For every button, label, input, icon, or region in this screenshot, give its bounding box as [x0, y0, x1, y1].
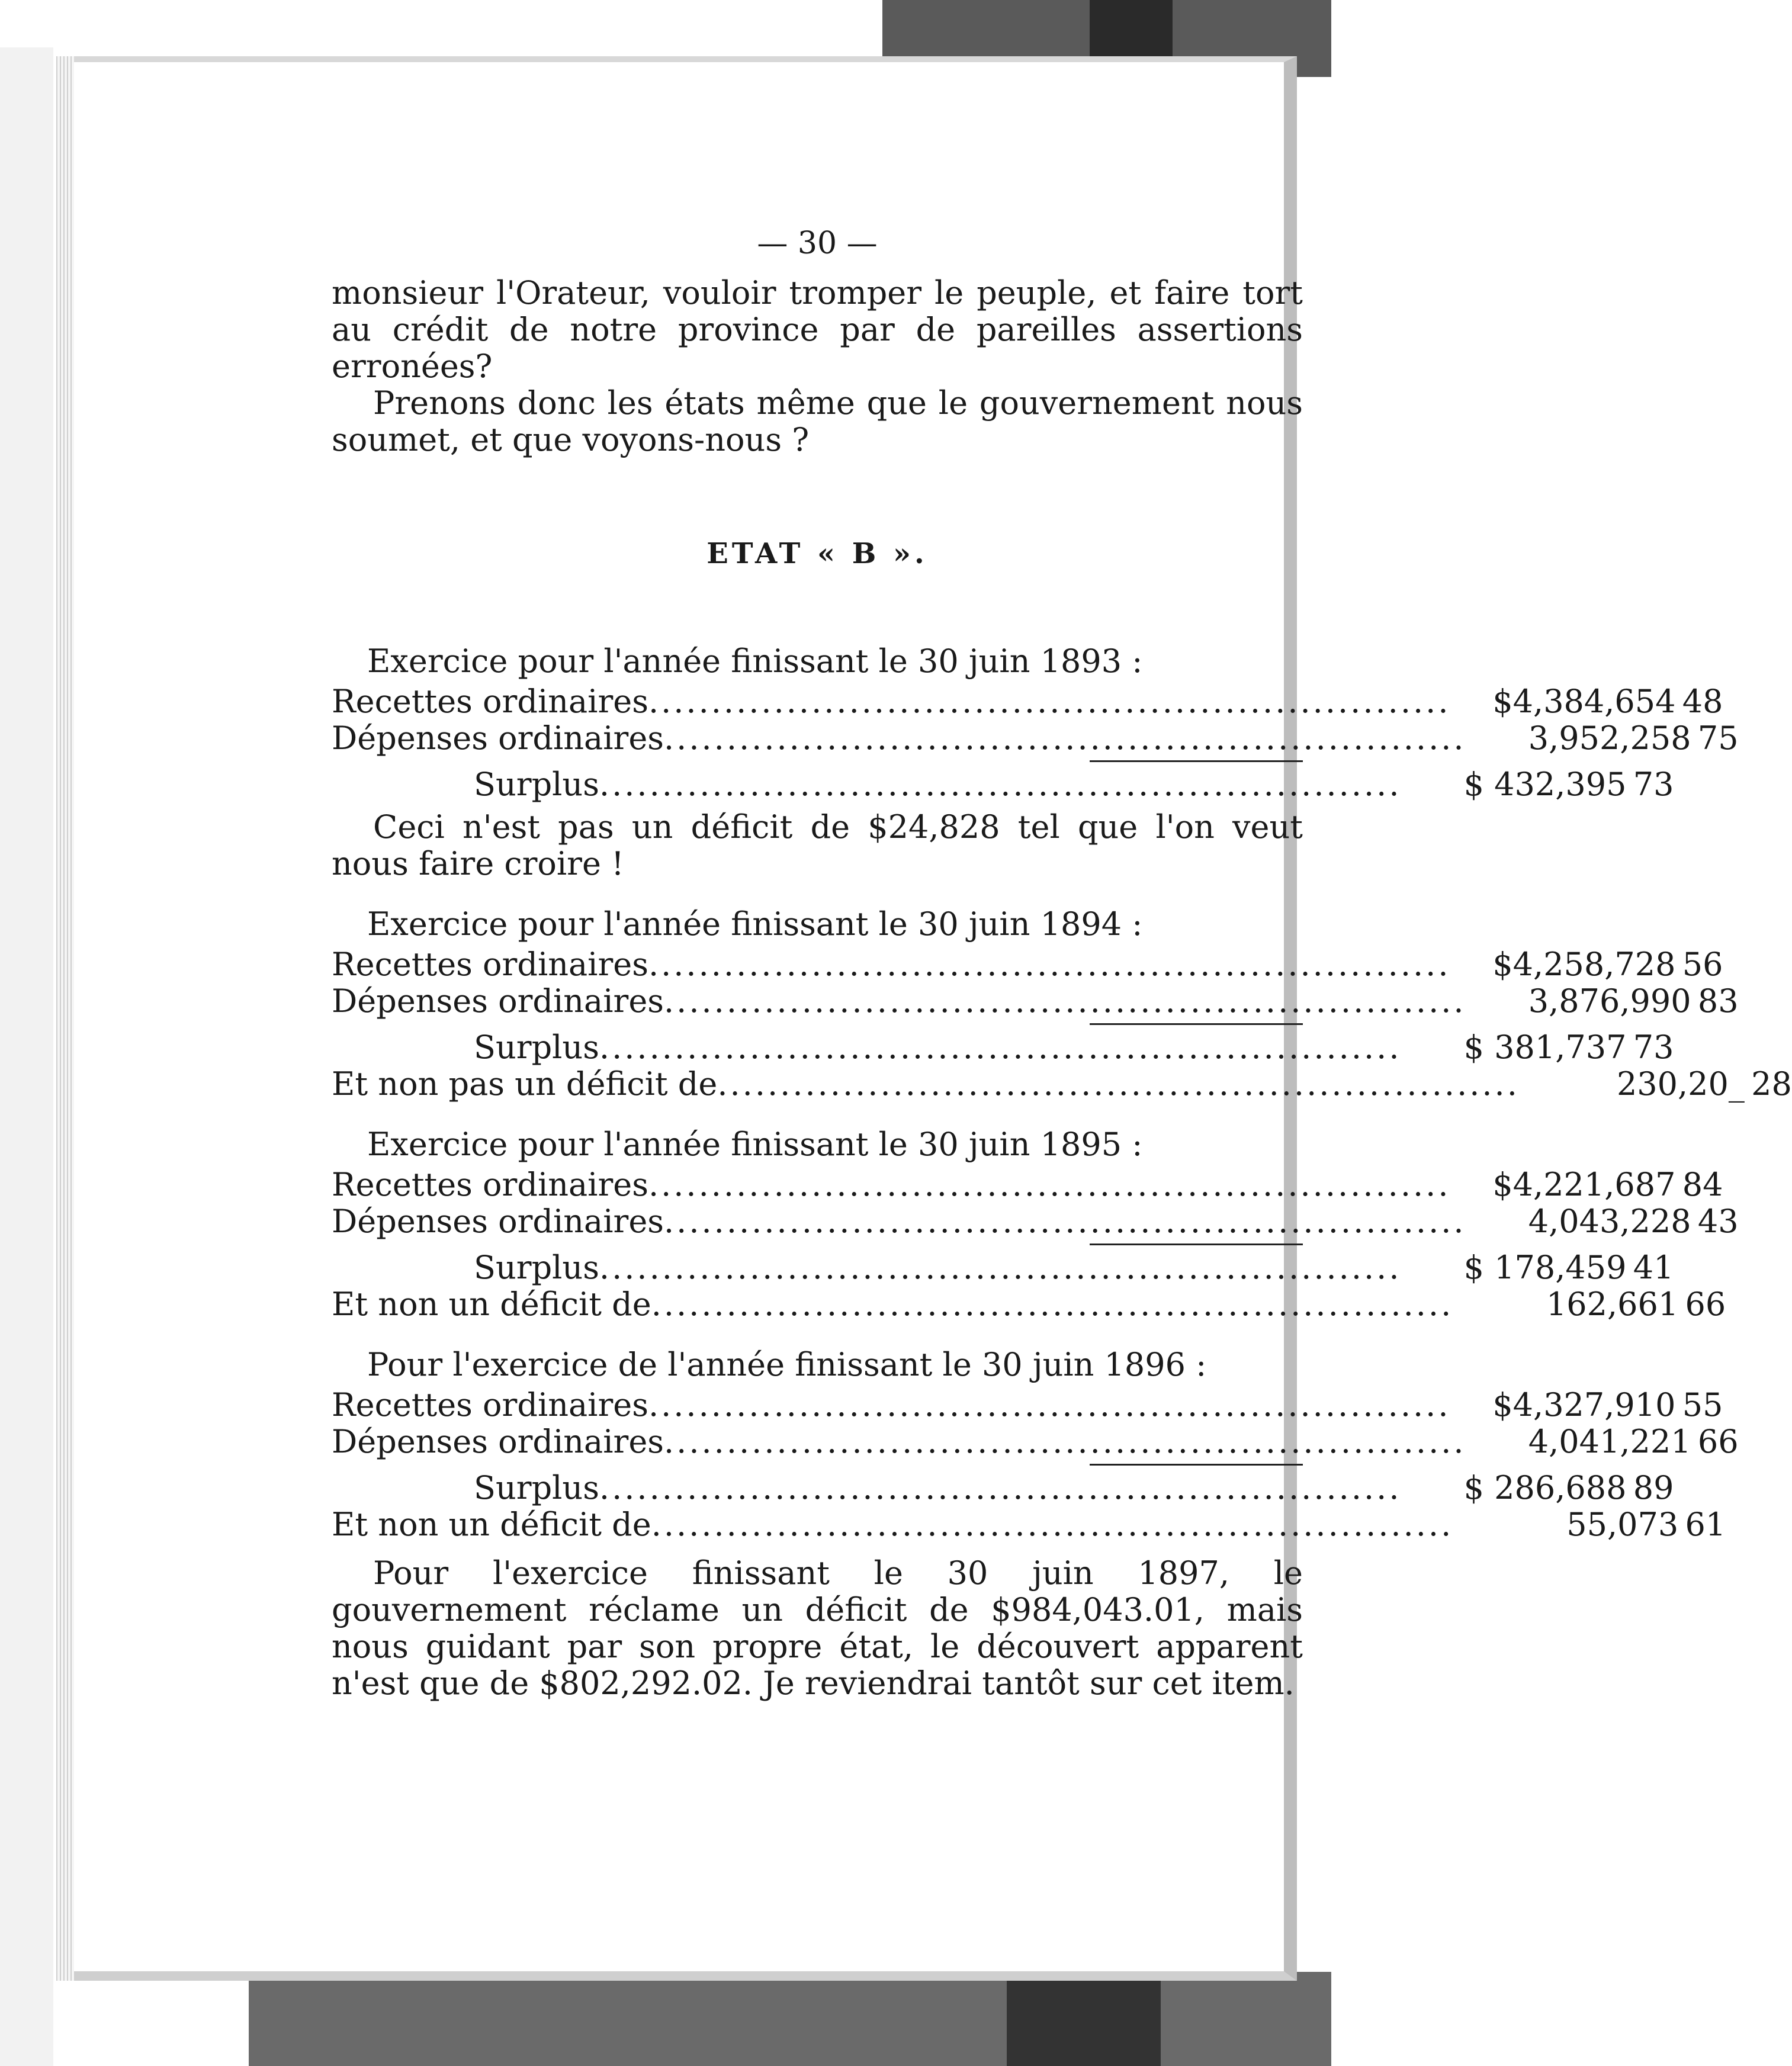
deficit-row	[332, 1506, 1726, 1543]
deficit-row	[332, 1286, 1726, 1323]
page-number: — 30 —	[757, 226, 878, 261]
receipts-cents: 55	[1682, 1386, 1723, 1424]
exercise-comment: Ceci n'est pas un déficit de $24,828 tel que l'on veut nous faire croire !	[332, 808, 1303, 882]
surplus-cents: 73	[1633, 766, 1674, 803]
surplus-label: Surplus	[474, 1469, 599, 1506]
leader-dots: ................................................................	[651, 1506, 1454, 1543]
deficit-row	[332, 1065, 1792, 1103]
receipts-label: Recettes ordinaires	[332, 1386, 648, 1424]
receipts-label: Recettes ordinaires	[332, 683, 648, 720]
surplus-amount: $ 432,395	[1463, 766, 1627, 803]
deficit-cents: 66	[1685, 1286, 1726, 1323]
exercise-1894	[332, 905, 1792, 1103]
leader-dots: ................................................................	[599, 1469, 1402, 1506]
expenses-label: Dépenses ordinaires	[332, 719, 664, 757]
surplus-cents: 73	[1633, 1029, 1674, 1066]
sum-rule	[332, 1020, 1303, 1029]
surplus-amount: $ 286,688	[1463, 1469, 1627, 1506]
expenses-amount: 3,876,990	[1528, 982, 1691, 1020]
deficit-amount: 55,073	[1566, 1506, 1679, 1543]
exercise-heading: Pour l'exercice de l'année finissant le 30 juin 1896 :	[367, 1346, 1207, 1383]
surplus-row	[332, 1029, 1674, 1066]
expenses-label: Dépenses ordinaires	[332, 1423, 664, 1460]
surplus-row	[332, 1469, 1674, 1506]
deficit-label: Et non un déficit de	[332, 1506, 651, 1543]
exercise-1896	[332, 1346, 1739, 1543]
leader-dots: ................................................................	[648, 946, 1451, 983]
intro-paragraph-2: Prenons donc les états même que le gouvernement nous soumet, et que voyons-nous ?	[332, 384, 1303, 458]
receipts-cents: 48	[1682, 683, 1723, 720]
intro-paragraph-1: monsieur l'Orateur, vouloir tromper le peuple, et faire tort au crédit de notre province par de pareilles assertions erronées?	[332, 274, 1303, 385]
exercise-heading: Exercice pour l'année finissant le 30 juin 1894 :	[367, 905, 1143, 943]
expenses-label: Dépenses ordinaires	[332, 982, 664, 1020]
deficit-label: Et non pas un déficit de	[332, 1065, 718, 1103]
receipts-cents: 84	[1682, 1166, 1723, 1203]
leader-dots: ................................................................	[648, 683, 1451, 720]
scan-background-left	[0, 0, 53, 2066]
sum-rule	[332, 757, 1303, 766]
expenses-amount: 3,952,258	[1528, 719, 1691, 757]
leader-dots: ................................................................	[717, 1065, 1520, 1103]
sum-rule	[332, 1460, 1303, 1470]
receipts-amount: $4,221,687	[1492, 1166, 1676, 1203]
page-text	[332, 225, 1792, 1702]
leader-dots: ................................................................	[664, 719, 1466, 757]
surplus-row	[332, 1249, 1674, 1286]
leader-dots: ................................................................	[599, 766, 1402, 803]
receipts-row	[332, 946, 1723, 983]
expenses-cents: 75	[1697, 719, 1739, 757]
leader-dots: ................................................................	[664, 1203, 1466, 1240]
surplus-cents: 89	[1633, 1469, 1674, 1506]
surplus-label: Surplus	[474, 1249, 599, 1286]
surplus-cents: 41	[1633, 1249, 1674, 1286]
surplus-row	[332, 766, 1674, 803]
expenses-cents: 43	[1697, 1203, 1739, 1240]
leader-dots: ................................................................	[664, 982, 1466, 1020]
leader-dots: ................................................................	[651, 1286, 1454, 1323]
receipts-amount: $4,384,654	[1492, 683, 1676, 720]
expenses-cents: 66	[1697, 1423, 1739, 1460]
closing-paragraph: Pour l'exercice finissant le 30 juin 1897, le gouvernement réclame un déficit de $984,043.01, mais nous guidant par son propre état, le découvert apparent n'est que de $802,292.02. Je reviendrai tantôt sur cet item.	[332, 1554, 1303, 1702]
exercise-heading: Exercice pour l'année finissant le 30 juin 1895 :	[367, 1126, 1143, 1163]
leader-dots: ................................................................	[648, 1166, 1451, 1203]
expenses-cents: 83	[1697, 982, 1739, 1020]
expenses-amount: 4,043,228	[1528, 1203, 1691, 1240]
receipts-label: Recettes ordinaires	[332, 1166, 648, 1203]
leader-dots: ................................................................	[599, 1249, 1402, 1286]
deficit-cents: 28	[1751, 1065, 1792, 1103]
expenses-amount: 4,041,221	[1528, 1423, 1691, 1460]
exercise-1893	[332, 642, 1739, 882]
book-clip-bottom	[1007, 1972, 1161, 2066]
expenses-row	[332, 719, 1739, 757]
receipts-row	[332, 1386, 1723, 1424]
leader-dots: ................................................................	[648, 1386, 1451, 1424]
deficit-label: Et non un déficit de	[332, 1286, 651, 1323]
sum-rule	[332, 1240, 1303, 1249]
leader-dots: ................................................................	[664, 1423, 1466, 1460]
receipts-amount: $4,327,910	[1492, 1386, 1676, 1424]
expenses-row	[332, 1203, 1739, 1240]
exercise-heading: Exercice pour l'année finissant le 30 juin 1893 :	[367, 642, 1143, 680]
receipts-row	[332, 683, 1723, 720]
surplus-amount: $ 381,737	[1463, 1029, 1627, 1066]
expenses-row	[332, 1423, 1739, 1460]
receipts-row	[332, 1166, 1723, 1203]
deficit-cents: 61	[1685, 1506, 1726, 1543]
section-title: ETAT « B ».	[706, 537, 928, 570]
page-edges	[56, 56, 74, 1981]
receipts-amount: $4,258,728	[1492, 946, 1676, 983]
book-binding-bottom	[249, 1972, 1331, 2066]
expenses-row	[332, 982, 1739, 1020]
deficit-amount: 162,661	[1546, 1286, 1679, 1323]
surplus-label: Surplus	[474, 1029, 599, 1066]
surplus-label: Surplus	[474, 766, 599, 803]
expenses-label: Dépenses ordinaires	[332, 1203, 664, 1240]
exercise-1895	[332, 1126, 1739, 1323]
receipts-cents: 56	[1682, 946, 1723, 983]
deficit-amount: 230,20_	[1616, 1065, 1745, 1103]
leader-dots: ................................................................	[599, 1029, 1402, 1066]
receipts-label: Recettes ordinaires	[332, 946, 648, 983]
surplus-amount: $ 178,459	[1463, 1249, 1627, 1286]
